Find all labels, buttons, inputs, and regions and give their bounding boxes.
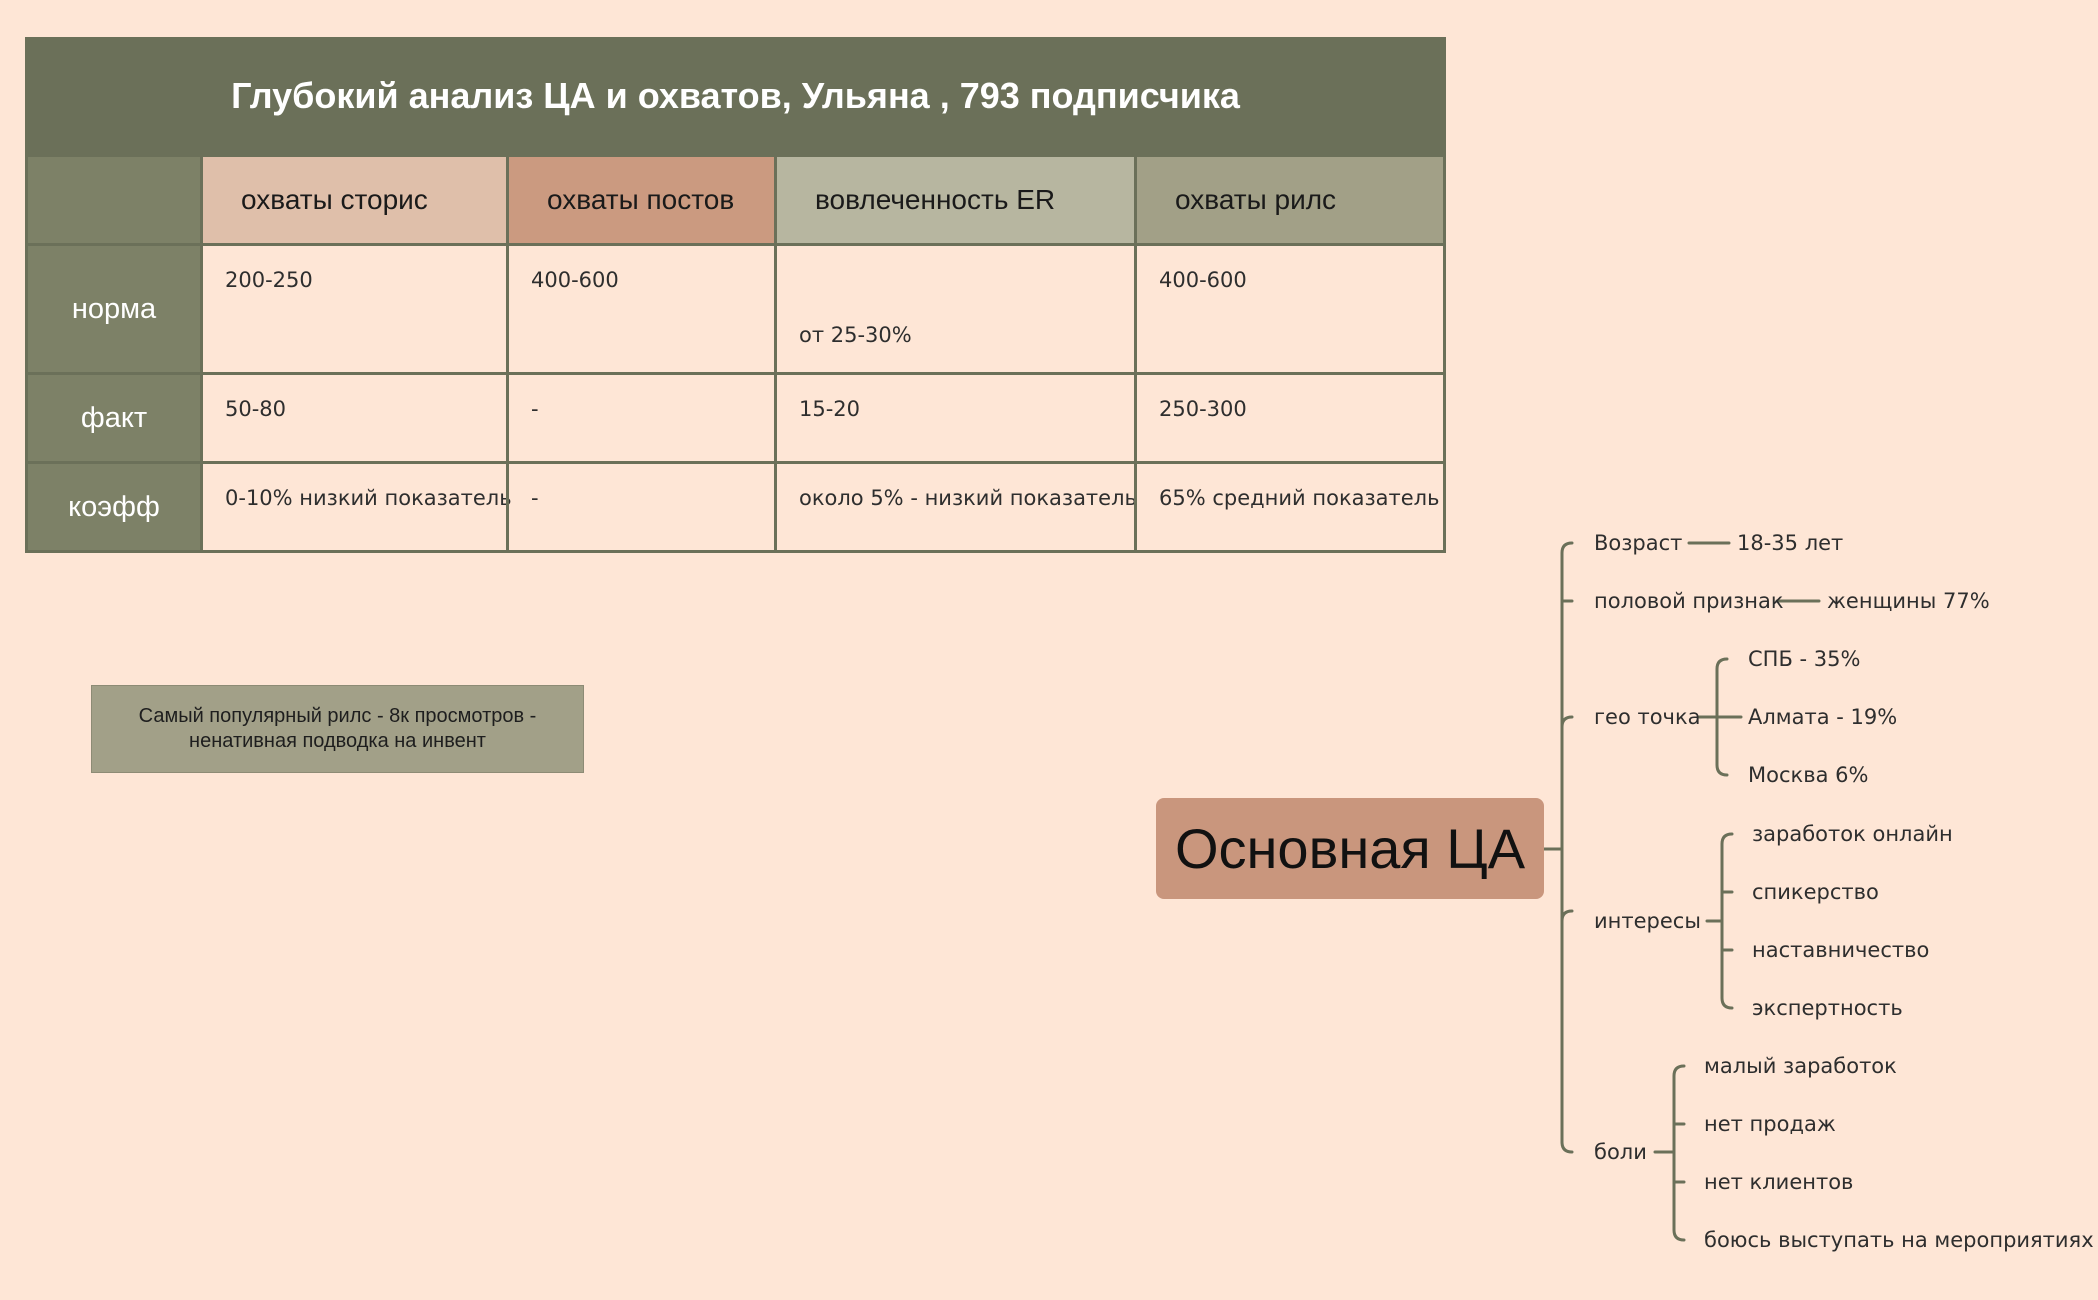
leaf-pain: нет клиентов [1704, 1170, 1854, 1194]
table-cell: 200-250 [200, 246, 506, 372]
leaf-interest: спикерство [1752, 880, 1879, 904]
table-cell: 50-80 [200, 375, 506, 461]
table-cell: - [506, 464, 774, 550]
leaf-geo: СПБ - 35% [1748, 647, 1861, 671]
table-title: Глубокий анализ ЦА и охватов, Ульяна , 793 подписчика [28, 40, 1443, 154]
leaf-pain: малый заработок [1704, 1054, 1897, 1078]
row-header-fact: факт [28, 375, 200, 461]
table-cell: 65% средний показатель [1134, 464, 1443, 550]
column-header-reels: охваты рилс [1134, 157, 1443, 243]
leaf-geo: Москва 6% [1748, 763, 1869, 787]
leaf-pain: нет продаж [1704, 1112, 1836, 1136]
table-cell: около 5% - низкий показатель [774, 464, 1134, 550]
branch-pains: боли [1594, 1140, 1647, 1164]
branch-interests: интересы [1594, 909, 1701, 933]
table-cell: 250-300 [1134, 375, 1443, 461]
leaf-interest: наставничество [1752, 938, 1930, 962]
popular-reel-note: Самый популярный рилс - 8к просмотров - ненативная подводка на инвент [91, 685, 584, 773]
row-header-koef: коэфф [28, 464, 200, 550]
branch-age: Возраст [1594, 531, 1683, 555]
leaf-interest: заработок онлайн [1752, 822, 1953, 846]
table-cell: 400-600 [506, 246, 774, 372]
column-header-er: вовлеченность ER [774, 157, 1134, 243]
branch-geo: гео точка [1594, 705, 1701, 729]
leaf-gender: женщины 77% [1827, 589, 1990, 613]
leaf-geo: Алмата - 19% [1748, 705, 1898, 729]
leaf-age: 18-35 лет [1737, 531, 1844, 555]
table-cell: 400-600 [1134, 246, 1443, 372]
table-cell: 15-20 [774, 375, 1134, 461]
branch-gender: половой признак [1594, 589, 1784, 613]
leaf-interest: экспертность [1752, 996, 1903, 1020]
table-cell: 0-10% низкий показатель [200, 464, 506, 550]
leaf-pain: боюсь выступать на мероприятиях [1704, 1228, 2094, 1252]
column-header-posts: охваты постов [506, 157, 774, 243]
central-node: Основная ЦА [1156, 798, 1544, 899]
table-cell: - [506, 375, 774, 461]
table-cell-text: от 25-30% [799, 323, 912, 347]
row-header-norm: норма [28, 246, 200, 372]
column-header-stories: охваты сторис [200, 157, 506, 243]
